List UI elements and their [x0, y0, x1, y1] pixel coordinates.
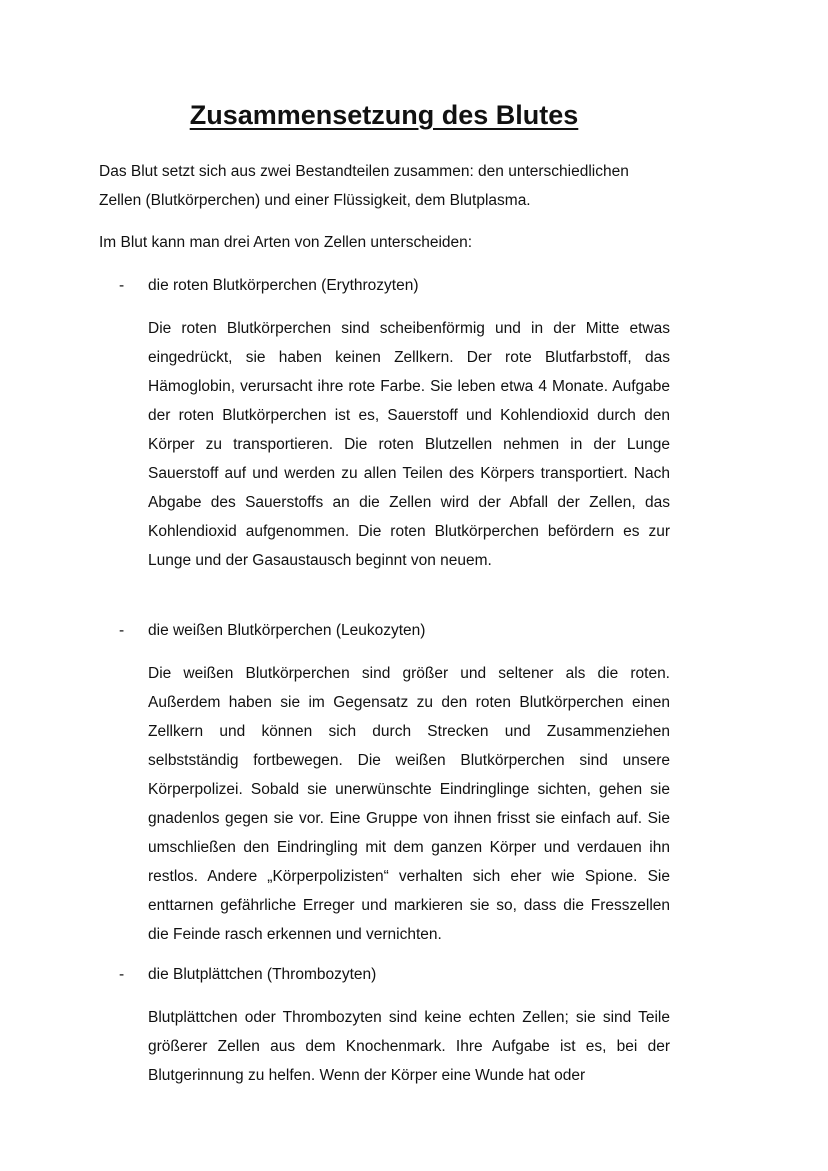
- section-paragraph-leukocytes: Die weißen Blutkörperchen sind größer und seltener als die roten. Außerdem haben sie im Gegensatz zu den roten Blutkörperchen einen Zellkern und können sich durch Strecken und Zusammenziehen selbstständig fortbewegen. Die weißen Blutkörperchen sind unsere Körperpolizei. Sobald sie unerwünschte Eindringlinge sichten, gehen sie gnadenlos gegen sie vor. Eine Gruppe von ihnen frisst sie einfach auf. Sie umschließen den Eindringling mit dem ganzen Körper und verdauen ihn restlos. Andere „Körperpolizisten“ verhalten sich eher wie Spione. Sie enttarnen gefährliche Erreger und markieren sie so, dass die Fresszellen die Feinde rasch erkennen und vernichten.: [148, 665, 670, 943]
- bullet-item-erythrocytes: [119, 271, 419, 300]
- bullet-heading: die roten Blutkörperchen (Erythrozyten): [148, 277, 419, 294]
- bullet-dash: -: [119, 622, 125, 639]
- bullet-heading: die Blutplättchen (Thrombozyten): [148, 966, 377, 983]
- page-title: Zusammensetzung des Blutes: [189, 100, 579, 130]
- section-paragraph-erythrocytes: Die roten Blutkörperchen sind scheibenförmig und in der Mitte etwas eingedrückt, sie haben keinen Zellkern. Der rote Blutfarbstoff, das Hämoglobin, verursacht ihre rote Farbe. Sie leben etwa 4 Monate. Aufgabe der roten Blutkörperchen ist es, Sauerstoff und Kohlendioxid durch den Körper zu transportieren. Die roten Blutzellen nehmen in der Lunge Sauerstoff auf und werden zu allen Teilen des Körpers transportiert. Nach Abgabe des Sauerstoffs an die Zellen wird der Abfall der Zellen, das Kohlendioxid aufgenommen. Die roten Blutkörperchen befördern es zur Lunge und der Gasaustausch beginnt von neuem.: [148, 320, 670, 569]
- section-paragraph-thrombocytes: Blutplättchen oder Thrombozyten sind keine echten Zellen; sie sind Teile größerer Zellen aus dem Knochenmark. Ihre Aufgabe ist es, bei der Blutgerinnung zu helfen. Wenn der Körper eine Wunde hat oder: [148, 1009, 670, 1084]
- bullet-heading: die weißen Blutkörperchen (Leukozyten): [148, 622, 426, 639]
- bullet-item-leukocytes: [119, 616, 425, 645]
- intro-paragraph: Das Blut setzt sich aus zwei Bestandteilen zusammen: den unterschiedlichen Zellen (Blutkörperchen) und einer Flüssigkeit, dem Blutplasma.: [99, 163, 629, 209]
- bullet-dash: -: [119, 966, 125, 983]
- intro-paragraph-2: Im Blut kann man drei Arten von Zellen unterscheiden:: [99, 234, 473, 251]
- bullet-item-thrombocytes: [119, 960, 376, 989]
- bullet-dash: -: [119, 277, 125, 294]
